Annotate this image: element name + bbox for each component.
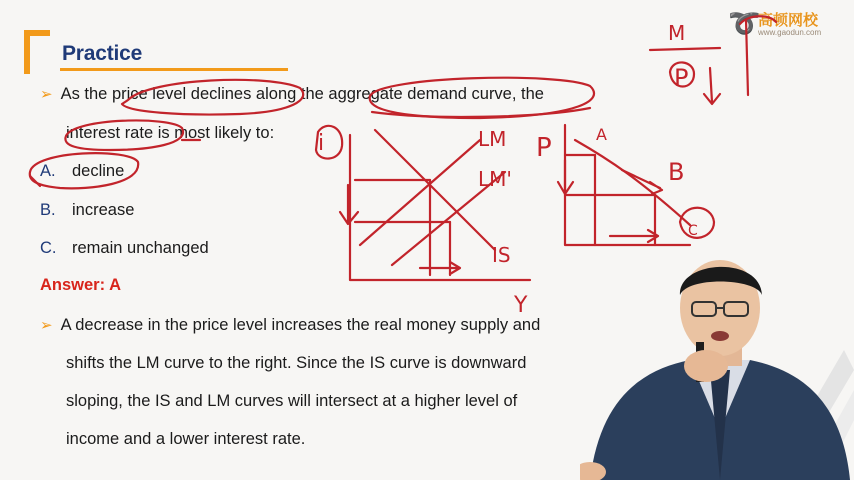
explanation-text-1: A decrease in the price level increases the real money supply and <box>60 316 541 334</box>
check-option-a <box>30 176 40 186</box>
explanation-text-2: shifts the LM curve to the right. Since the IS curve is downward <box>66 354 527 372</box>
option-c-text: remain unchanged <box>72 239 209 257</box>
lm-prime-curve <box>392 172 505 265</box>
fraction-bar <box>650 48 720 50</box>
presenter-video <box>580 250 854 480</box>
explanation-line-1 <box>40 316 540 335</box>
option-c <box>40 239 209 258</box>
axis-label-i: i <box>318 131 325 156</box>
down-arrow-rate <box>340 185 358 224</box>
axis-label-p: P <box>536 133 552 163</box>
down-arrow-fraction <box>704 68 720 104</box>
option-b <box>40 201 134 220</box>
option-b-text: increase <box>72 201 135 219</box>
ad-curve <box>575 140 690 225</box>
logo-url: www.gaodun.com <box>758 28 822 37</box>
title-bracket-decoration <box>24 30 50 74</box>
fraction-m: M <box>668 21 686 45</box>
label-lm: LM <box>478 127 507 151</box>
question-text-2: interest rate is most likely to: <box>66 124 275 142</box>
option-a <box>40 162 124 181</box>
logo-swirl-icon: ➰ <box>728 8 761 38</box>
underline-aggregate-demand <box>372 108 590 117</box>
fraction-p-circle <box>670 62 694 86</box>
option-a-text: decline <box>72 162 125 180</box>
lm-graph-axes <box>350 135 530 280</box>
is-curve <box>375 130 495 250</box>
point-c-label: C <box>688 223 698 239</box>
answer-label: Answer: A <box>40 276 121 294</box>
logo-name: 高顿网校 <box>758 11 819 29</box>
explanation-text-3: sloping, the IS and LM curves will intersect at a higher level of <box>66 392 518 410</box>
arrow-along-ad <box>622 170 662 194</box>
point-b-label: B <box>668 158 685 186</box>
bullet-arrow-icon: ➢ <box>40 86 53 103</box>
point-a-label: A <box>596 125 607 144</box>
fraction-p: P <box>674 64 689 92</box>
gaodun-logo <box>728 6 846 40</box>
i-circle <box>316 126 342 159</box>
option-c-letter: C. <box>40 239 57 257</box>
circle-point-c <box>680 208 714 238</box>
explanation-text-4: income and a lower interest rate. <box>66 430 306 448</box>
question-line-1 <box>40 85 544 104</box>
ad-graph-axes <box>565 125 690 245</box>
down-arrow-price <box>558 160 573 194</box>
label-is: IS <box>492 243 511 267</box>
right-arrow-output <box>610 230 658 242</box>
option-b-letter: B. <box>40 201 56 219</box>
title-underline <box>60 68 288 71</box>
slide-title: Practice <box>62 42 143 65</box>
label-lm-prime: LM' <box>478 167 512 191</box>
right-arrow-income <box>420 262 460 274</box>
option-a-letter: A. <box>40 162 56 180</box>
question-text-1: As the price level declines along the aggregate demand curve, the <box>60 85 544 103</box>
lm-curve <box>360 140 480 245</box>
axis-label-y: Y <box>514 293 528 318</box>
bullet-arrow-icon: ➢ <box>40 317 53 334</box>
